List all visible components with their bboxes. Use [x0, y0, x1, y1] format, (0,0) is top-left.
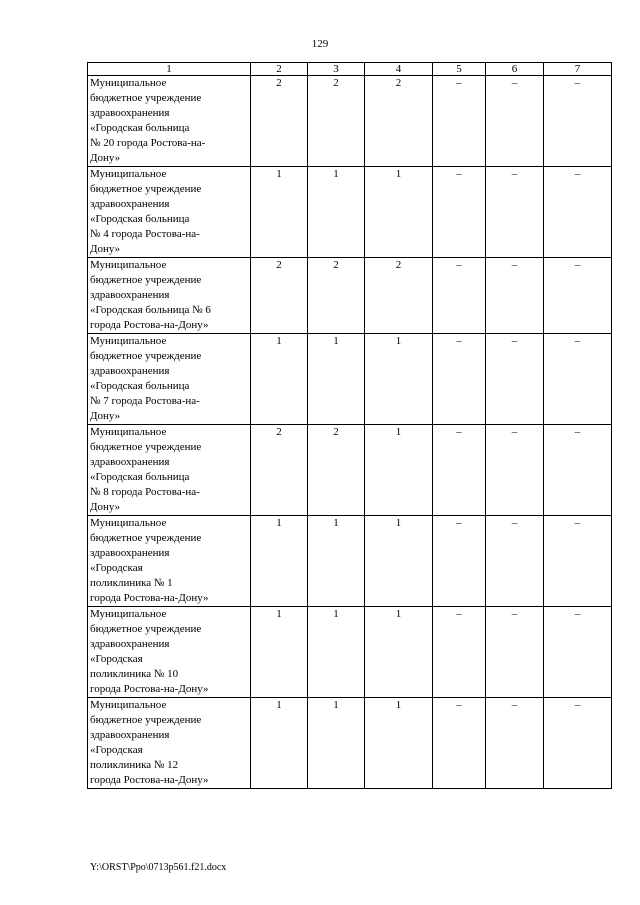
- value-col-6: –: [486, 698, 544, 789]
- table-header-row: [88, 63, 612, 76]
- value-col-5: –: [433, 334, 486, 425]
- value-col-7: –: [544, 425, 612, 516]
- column-header-5: 5: [433, 63, 486, 76]
- value-col-3: 1: [308, 334, 365, 425]
- value-col-2: 1: [251, 698, 308, 789]
- value-col-5: –: [433, 167, 486, 258]
- value-col-2: 2: [251, 258, 308, 334]
- institution-name: Муниципальное бюджетное учреждение здравоохранения «Городская больница № 7 города Ростова-на- Дону»: [88, 334, 251, 425]
- table-row: [88, 258, 612, 334]
- value-col-6: –: [486, 76, 544, 167]
- value-col-6: –: [486, 167, 544, 258]
- value-col-4: 1: [365, 167, 433, 258]
- column-header-4: 4: [365, 63, 433, 76]
- value-col-5: –: [433, 258, 486, 334]
- value-col-2: 1: [251, 334, 308, 425]
- value-col-7: –: [544, 607, 612, 698]
- value-col-2: 1: [251, 167, 308, 258]
- value-col-6: –: [486, 258, 544, 334]
- table-row: [88, 334, 612, 425]
- value-col-7: –: [544, 76, 612, 167]
- table-row: [88, 607, 612, 698]
- column-header-1: 1: [88, 63, 251, 76]
- column-header-3: 3: [308, 63, 365, 76]
- value-col-2: 2: [251, 76, 308, 167]
- value-col-6: –: [486, 334, 544, 425]
- table-row: [88, 698, 612, 789]
- value-col-6: –: [486, 607, 544, 698]
- value-col-2: 1: [251, 516, 308, 607]
- value-col-7: –: [544, 258, 612, 334]
- value-col-2: 1: [251, 607, 308, 698]
- value-col-5: –: [433, 516, 486, 607]
- value-col-6: –: [486, 425, 544, 516]
- value-col-3: 2: [308, 258, 365, 334]
- value-col-3: 1: [308, 516, 365, 607]
- column-header-2: 2: [251, 63, 308, 76]
- institution-name: Муниципальное бюджетное учреждение здравоохранения «Городская поликлиника № 12 города Ростова-на-Дону»: [88, 698, 251, 789]
- value-col-7: –: [544, 167, 612, 258]
- value-col-5: –: [433, 76, 486, 167]
- value-col-4: 1: [365, 698, 433, 789]
- table-row: [88, 76, 612, 167]
- column-header-7: 7: [544, 63, 612, 76]
- value-col-4: 1: [365, 334, 433, 425]
- table-row: [88, 425, 612, 516]
- institutions-table: [87, 62, 612, 789]
- table-row: [88, 167, 612, 258]
- value-col-5: –: [433, 607, 486, 698]
- institution-name: Муниципальное бюджетное учреждение здравоохранения «Городская поликлиника № 10 города Ростова-на-Дону»: [88, 607, 251, 698]
- file-path-footer: Y:\ORST\Ppo\0713p561.f21.docx: [90, 862, 227, 873]
- value-col-3: 2: [308, 425, 365, 516]
- institution-name: Муниципальное бюджетное учреждение здравоохранения «Городская больница № 20 города Ростова-на- Дону»: [88, 76, 251, 167]
- value-col-4: 1: [365, 516, 433, 607]
- value-col-7: –: [544, 516, 612, 607]
- value-col-7: –: [544, 334, 612, 425]
- institution-name: Муниципальное бюджетное учреждение здравоохранения «Городская поликлиника № 1 города Ростова-на-Дону»: [88, 516, 251, 607]
- value-col-7: –: [544, 698, 612, 789]
- institution-name: Муниципальное бюджетное учреждение здравоохранения «Городская больница № 4 города Ростова-на- Дону»: [88, 167, 251, 258]
- value-col-3: 1: [308, 607, 365, 698]
- column-header-6: 6: [486, 63, 544, 76]
- value-col-5: –: [433, 425, 486, 516]
- value-col-3: 1: [308, 698, 365, 789]
- value-col-4: 2: [365, 76, 433, 167]
- value-col-4: 2: [365, 258, 433, 334]
- institution-name: Муниципальное бюджетное учреждение здравоохранения «Городская больница № 8 города Ростова-на- Дону»: [88, 425, 251, 516]
- value-col-2: 2: [251, 425, 308, 516]
- value-col-3: 1: [308, 167, 365, 258]
- value-col-6: –: [486, 516, 544, 607]
- institution-name: Муниципальное бюджетное учреждение здравоохранения «Городская больница № 6 города Ростова-на-Дону»: [88, 258, 251, 334]
- value-col-4: 1: [365, 607, 433, 698]
- page-number: 129: [311, 38, 329, 50]
- value-col-5: –: [433, 698, 486, 789]
- value-col-3: 2: [308, 76, 365, 167]
- value-col-4: 1: [365, 425, 433, 516]
- table-row: [88, 516, 612, 607]
